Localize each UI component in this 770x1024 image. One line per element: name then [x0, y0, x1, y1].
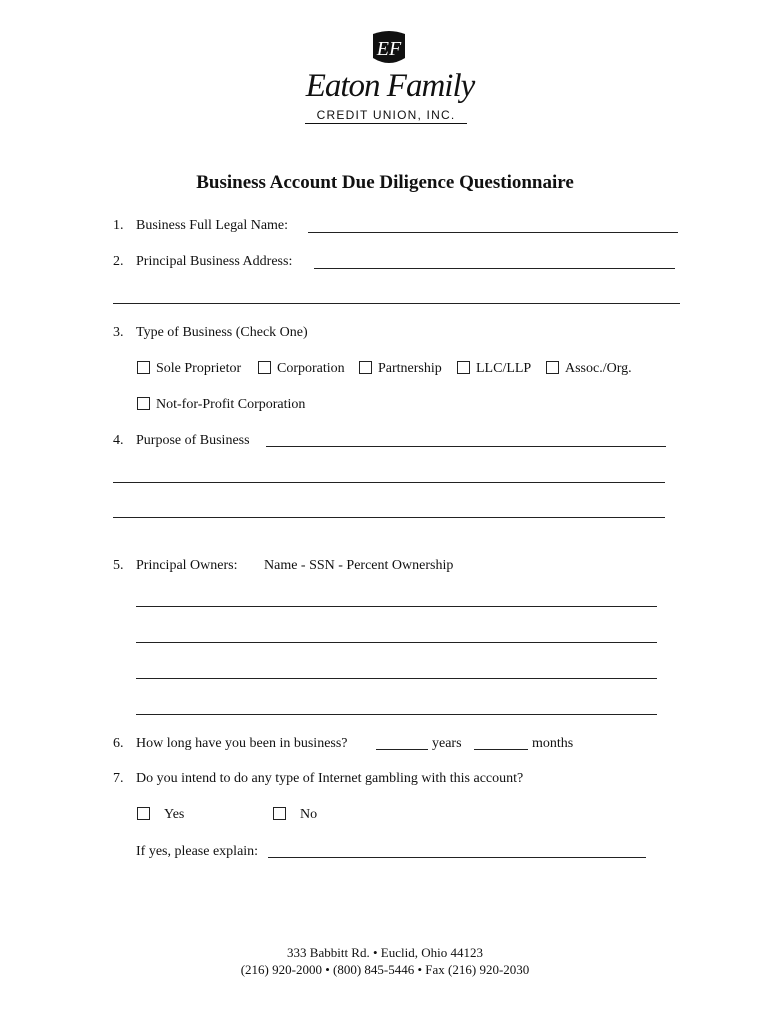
q5-label: Principal Owners:	[136, 558, 238, 573]
address-line-1[interactable]	[314, 268, 675, 269]
assoc-org-label: Assoc./Org.	[565, 361, 632, 376]
q3-label: Type of Business (Check One)	[136, 325, 308, 340]
q2-number: 2.	[113, 254, 124, 269]
not-for-profit-checkbox[interactable]	[137, 397, 150, 410]
q5-number: 5.	[113, 558, 124, 573]
business-name-line[interactable]	[308, 232, 678, 233]
owner-line-4[interactable]	[136, 714, 657, 715]
purpose-line-3[interactable]	[113, 517, 665, 518]
q2-label: Principal Business Address:	[136, 254, 293, 269]
logo-name: Eaton Family	[305, 68, 475, 104]
logo-subtitle: CREDIT UNION, INC.	[305, 108, 467, 124]
gambling-no-checkbox[interactable]	[273, 807, 286, 820]
purpose-line-2[interactable]	[113, 482, 665, 483]
explain-label: If yes, please explain:	[136, 844, 259, 859]
owners-columns-label: Name - SSN - Percent Ownership	[264, 558, 454, 573]
explain-line[interactable]	[268, 857, 646, 858]
q7-label: Do you intend to do any type of Internet gambling with this account?	[136, 771, 524, 786]
llc-llp-checkbox[interactable]	[457, 361, 470, 374]
q4-number: 4.	[113, 433, 124, 448]
address-line-2[interactable]	[113, 303, 680, 304]
q4-label: Purpose of Business	[136, 433, 250, 448]
footer-address: 333 Babbitt Rd. • Euclid, Ohio 44123	[287, 945, 483, 960]
owner-line-1[interactable]	[136, 606, 657, 607]
sole-proprietor-checkbox[interactable]	[137, 361, 150, 374]
q1-label: Business Full Legal Name:	[136, 218, 289, 233]
years-blank[interactable]	[376, 749, 428, 750]
sole-proprietor-label: Sole Proprietor	[156, 361, 242, 376]
corporation-checkbox[interactable]	[258, 361, 271, 374]
gambling-yes-checkbox[interactable]	[137, 807, 150, 820]
llc-llp-label: LLC/LLP	[476, 361, 532, 376]
partnership-checkbox[interactable]	[359, 361, 372, 374]
corporation-label: Corporation	[277, 361, 345, 376]
not-for-profit-label: Not-for-Profit Corporation	[156, 397, 306, 412]
gambling-no-label: No	[300, 807, 318, 822]
months-label: months	[532, 736, 574, 751]
credit-union-monogram-logo	[369, 28, 409, 68]
partnership-label: Partnership	[378, 361, 442, 376]
purpose-line-1[interactable]	[266, 446, 666, 447]
years-label: years	[432, 736, 462, 751]
q6-number: 6.	[113, 736, 124, 751]
owner-line-2[interactable]	[136, 642, 657, 643]
monogram-text: EF	[376, 38, 402, 60]
q1-number: 1.	[113, 218, 124, 233]
form-title: Business Account Due Diligence Questionnaire	[196, 172, 574, 193]
gambling-yes-label: Yes	[164, 807, 185, 822]
q6-label: How long have you been in business?	[136, 736, 348, 751]
q7-number: 7.	[113, 771, 124, 786]
owner-line-3[interactable]	[136, 678, 657, 679]
footer-phones: (216) 920-2000 • (800) 845-5446 • Fax (216) 920-2030	[240, 962, 530, 977]
assoc-org-checkbox[interactable]	[546, 361, 559, 374]
q3-number: 3.	[113, 325, 124, 340]
months-blank[interactable]	[474, 749, 528, 750]
